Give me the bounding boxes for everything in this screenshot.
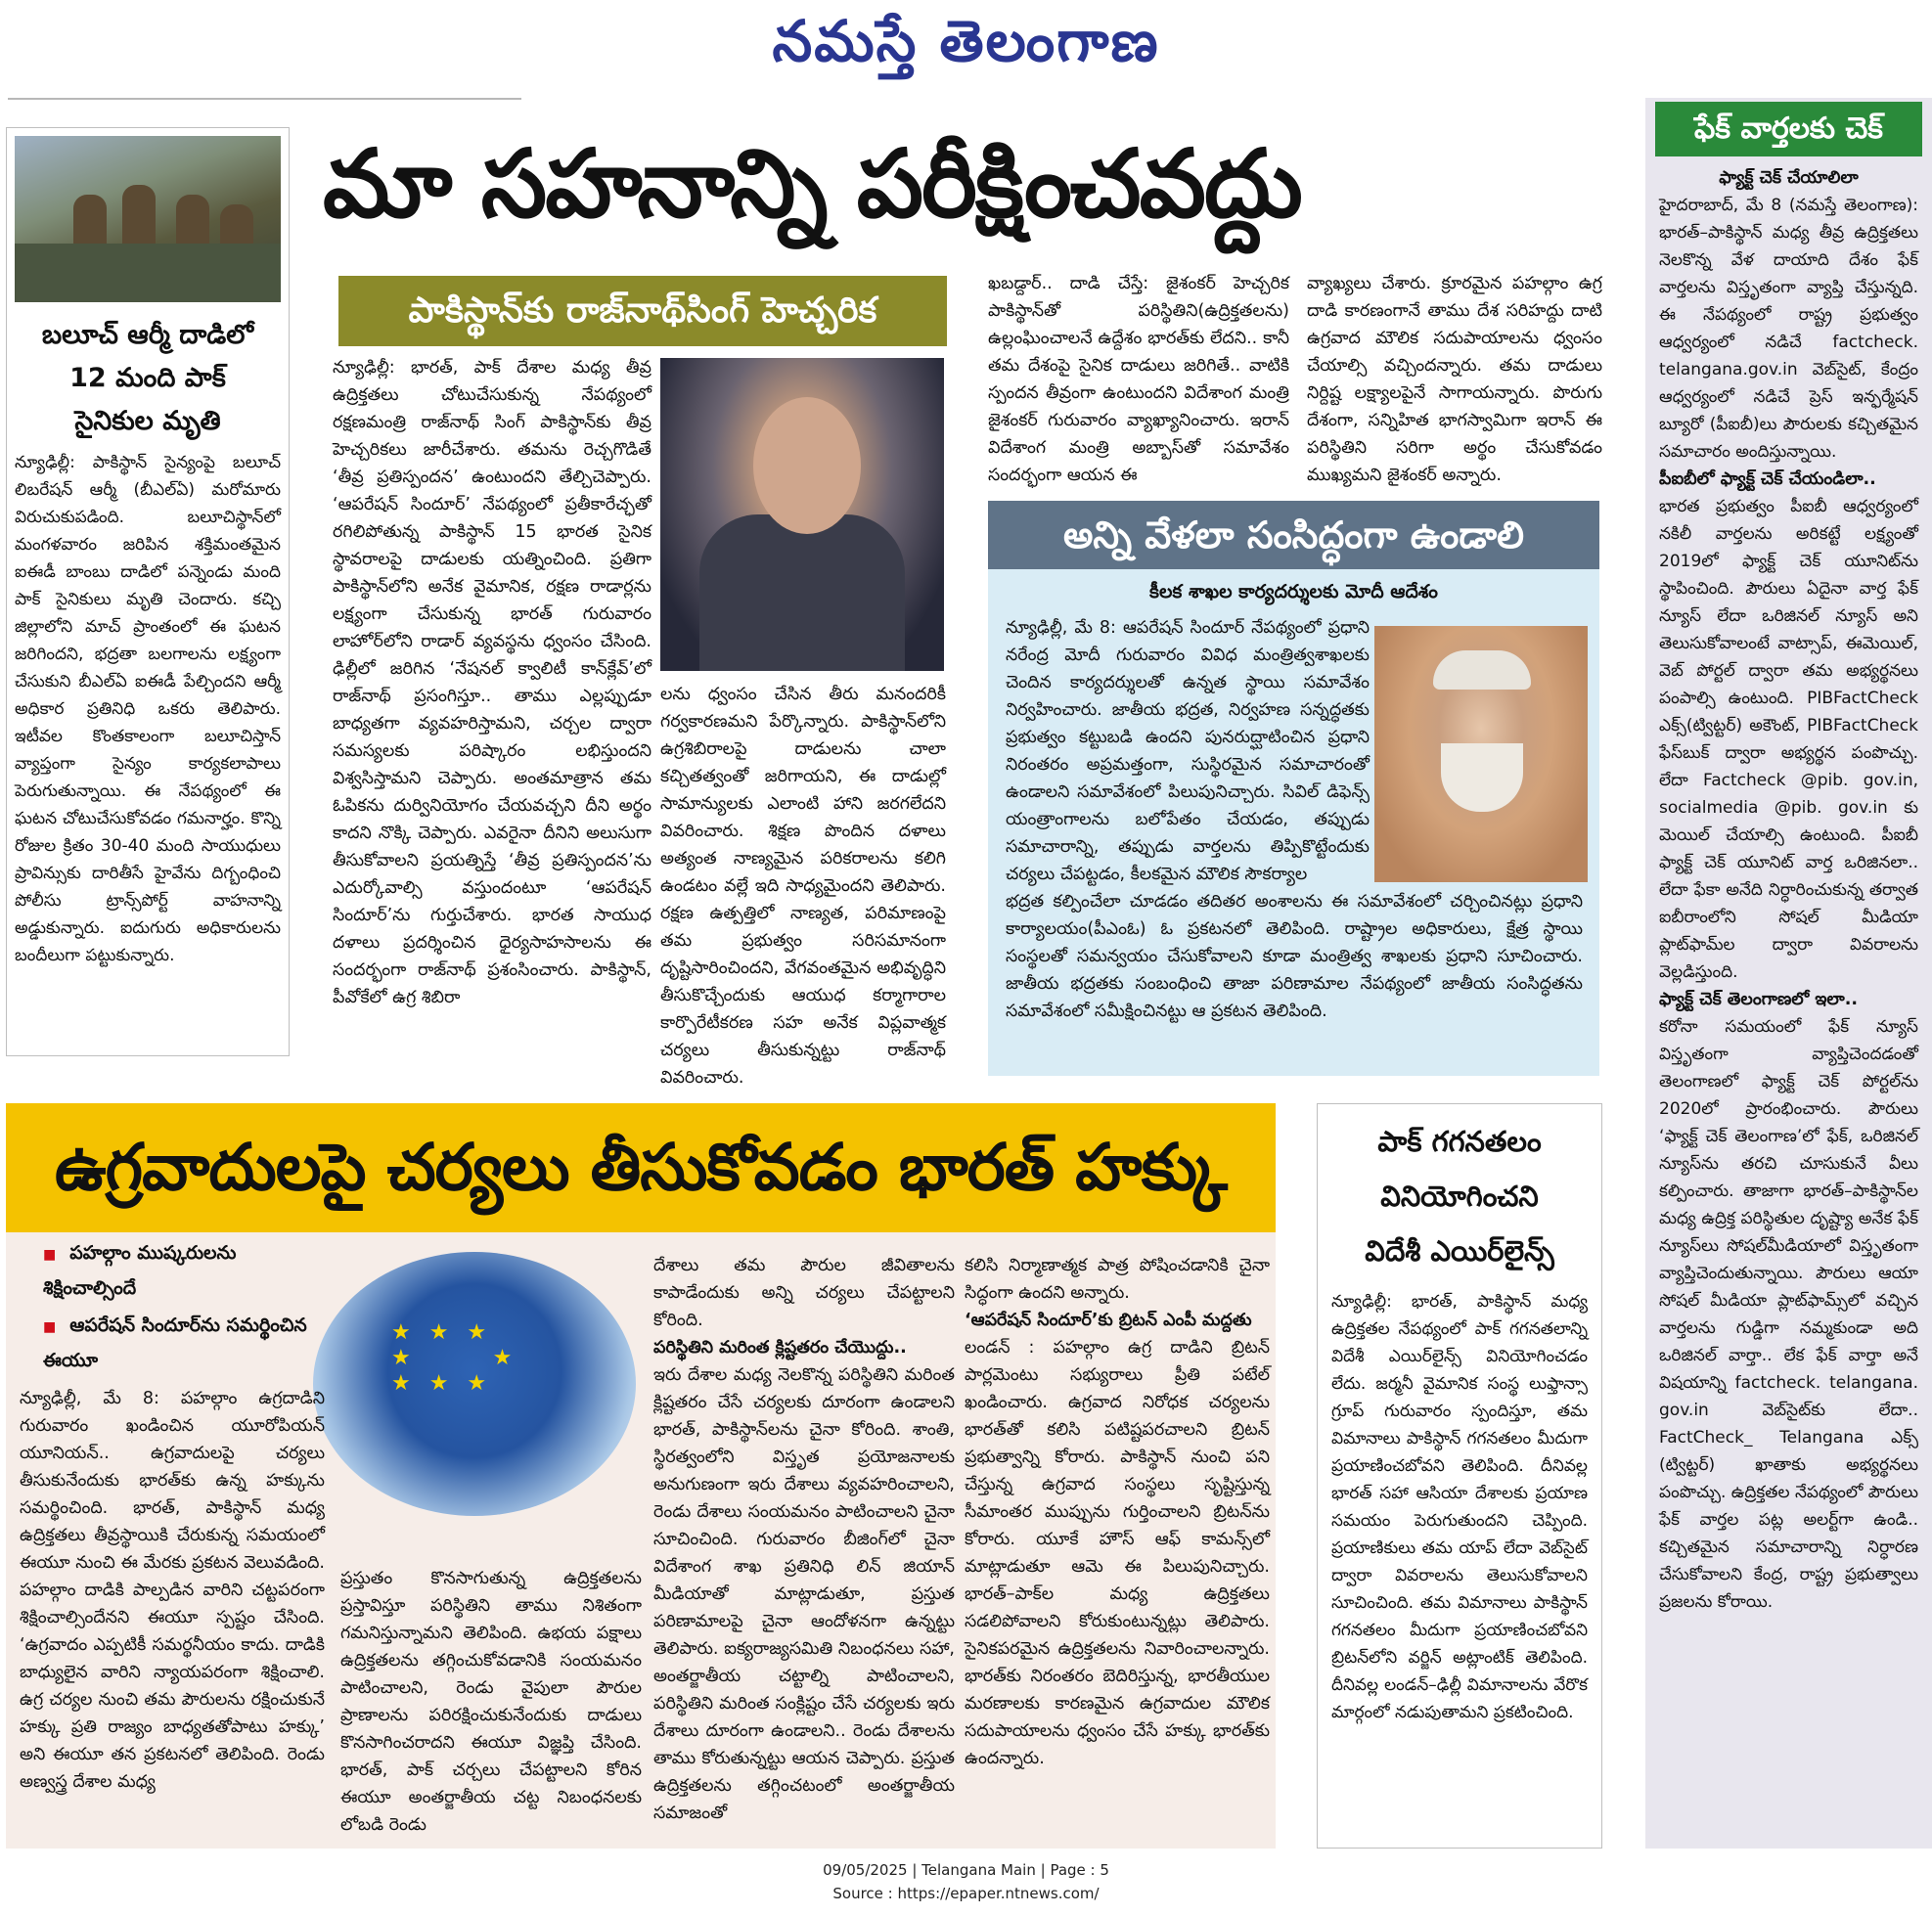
modi-body-top: న్యూఢిల్లీ, మే 8: ఆపరేషన్ సిందూర్ నేపథ్యంలో ప్రధాని నరేంద్ర మోదీ గురువారం వివిధ మంత్రిత్వశాఖలకు చెందిన కార్యదర్శులతో ఉన్నత స్థాయి సమావేశం నిర్వహించారు. జాతీయ భద్రత, నిర్వహణ సన్నద్ధతకు ప్రభుత్వం కట్టుబడి ఉందని పునరుద్ఘాటించిన ప్రధాని నిరంతరం అప్రమత్తంగా, సుస్థిరమైన సమాచారంతో ఉండాలని సమావేశంలో పిలుపునిచ్చారు. సివిల్ డిఫెన్స్ యంత్రాంగాలను బలోపేతం చేయడం, తప్పుడు సమాచారాన్ని, తప్పుడు వార్తలను తిప్పికొట్టేందుకు చర్యలు చేపట్టడం, కీలకమైన మౌలిక సౌకర్యాల <box>1006 618 1370 884</box>
baloch-story <box>6 127 290 1056</box>
eu-col4-subhead: ‘ఆపరేషన్ సిందూర్’కు బ్రిటన్ ఎంపీ మద్దతు <box>965 1311 1252 1330</box>
eu-col3-body: ఇరు దేశాల మధ్య నెలకొన్న పరిస్థితిని మరింత క్లిష్టతరం చేసే చర్యలకు దూరంగా ఉండాలని భారత్, పాకిస్థాన్‌లను చైనా కోరింది. శాంతి, స్థిరత్వంలోని విస్తృత ప్రయోజనాలకు అనుగుణంగా ఇరు దేశాలు వ్యవహరించాలని, రెండు దేశాలు సంయమనం పాటించాలని చైనా సూచించింది. గురువారం బీజింగ్‌లో చైనా విదేశాంగ శాఖ ప్రతినిధి లిన్ జియాన్ మీడియాతో మాట్లాడుతూ, ప్రస్తుత పరిణామాలపై చైనా ఆందోళనగా ఉన్నట్టు తెలిపారు. ఐక్యరాజ్యసమితి నిబంధనలు సహా, అంతర్జాతీయ చట్టాల్ని పాటించాలని, పరిస్థితిని మరింత సంక్లిష్టం చేసే చర్యలకు ఇరు దేశాలు దూరంగా ఉండాలని.. రెండు దేశాలను తాము కోరుతున్నట్టు ఆయన చెప్పారు. ప్రస్తుత ఉద్రిక్తతలను తగ్గించటంలో అంతర్జాతీయ సమాజంతో <box>653 1365 955 1823</box>
page-footer <box>0 1858 1932 1905</box>
masthead: నమస్తే తెలంగాణ <box>772 8 1160 74</box>
fact-sub1: ఫ్యాక్ట్ చెక్ చేయాలిలా <box>1719 168 1859 188</box>
modi-headline: అన్ని వేళలా సంసిద్ధంగా ఉండాలి <box>988 501 1599 569</box>
eu-body-col2: ప్రస్తుతం కొనసాగుతున్న ఉద్రిక్తతలను ప్రస్తావిస్తూ పరిస్థితిని తాము నిశితంగా గమనిస్తున్నామని తెలిపింది. ఉభయ పక్షాలు ఉద్రిక్తతలను తగ్గించుకోవడానికి సంయమనం పాటించాలని, రెండు వైపులా పౌరుల ప్రాణాలను పరిరక్షించుకునేందుకు దాడులు కొనసాగించరాదని ఈయూ విజ్ఞప్తి చేసింది. భారత్, పాక్ చర్చలు చేపట్టాలని కోరిన ఈయూ అంతర్జాతీయ చట్ట నిబంధనలకు లోబడి రెండు <box>340 1569 642 1835</box>
modi-photo <box>1374 626 1588 882</box>
airlines-story <box>1317 1103 1602 1849</box>
fact-sub3: ఫ్యాక్ట్ చెక్ తెలంగాణలో ఇలా.. <box>1659 990 1859 1009</box>
fact-check-title: ఫేక్ వార్తలకు చెక్ <box>1655 102 1922 156</box>
bullet-item: ■ పహల్గాం ముష్కరులను శిక్షించాల్సిందే <box>43 1242 237 1299</box>
airlines-body: న్యూఢిల్లీ: భారత్, పాకిస్థాన్ మధ్య ఉద్రిక్తతల నేపథ్యంలో పాక్ గగనతలాన్ని విదేశీ ఎయిర్‌లైన్స్ వినియోగించడం లేదు. జర్మనీ వైమానిక సంస్థ లుఫ్తాన్సా గ్రూప్ గురువారం స్పందిస్తూ, తమ విమానాలు పాకిస్థాన్ గగనతలం మీదుగా ప్రయాణించబోవని తెలిపింది. దీనివల్ల భారత్ సహా ఆసియా దేశాలకు ప్రయాణ సమయం పెరుగుతుందని చెప్పింది. ప్రయాణికులు తమ యాప్ లేదా వెబ్‌సైట్ ద్వారా వివరాలను తెలుసుకోవాలని సూచించింది. తమ విమానాలు పాకిస్థాన్ గగనతలం మీదుగా ప్రయాణించబోవని బ్రిటన్‌లోని వర్జిన్ అట్లాంటిక్ తెలిపింది. దీనివల్ల లండన్–ఢిల్లీ విమానాలను వేరొక మార్గంలో నడుపుతామని ప్రకటించింది. <box>1331 1292 1588 1722</box>
masthead-rule <box>8 98 521 100</box>
fact-p2: భారత ప్రభుత్వం పీఐబీ ఆధ్వర్యంలో నకిలీ వార్తలను అరికట్టే లక్ష్యంతో 2019లో ఫ్యాక్ట్ చెక్ యూనిట్‌ను స్థాపించింది. పౌరులు ఏదైనా వార్త ఫేక్ న్యూస్ లేదా ఒరిజినల్ న్యూస్ అని తెలుసుకోవాలంటే వాట్సాప్, ఈమెయిల్, వెబ్ పోర్టల్ ద్వారా తమ అభ్యర్థనలు పంపాల్సి ఉంటుంది. PIBFactCheck ఎక్స్(ట్విట్టర్) అకౌంట్, PIBFactCheck ఫేస్‌బుక్ ద్వారా అభ్యర్థన పంపొచ్చు. లేదా Factcheck @pib. gov.in, socialmedia @pib. gov.in కు మెయిల్ చేయాల్సి ఉంటుంది. పీఐబీ ఫ్యాక్ట్ చెక్ యూనిట్ వార్త ఒరిజినలా.. లేదా ఫేకా అనేది నిర్ధారించుకున్న తర్వాత ఐబీరాంలోని సోషల్ మీడియా ప్లాట్‌ఫామ్‌ల ద్వారా వివరాలను వెల్లడిస్తుంది. <box>1659 497 1918 982</box>
eu-headline: ఉగ్రవాదులపై చర్యలు తీసుకోవడం భారత్ హక్కు <box>6 1103 1276 1232</box>
eu-col3 <box>653 1252 955 1827</box>
modi-subhead: కీలక శాఖల కార్యదర్శులకు మోదీ ఆదేశం <box>1149 581 1438 602</box>
main-body-col3: ఖబడ్దార్.. దాడి చేస్తే: జైశంకర్ హెచ్చరిక పాకిస్థాన్‌తో పరిస్థితిని(ఉద్రిక్తతలను) ఉల్లంఘించాలనే ఉద్దేశం భారత్‌కు లేదని.. కానీ తమ దేశంపై సైనిక దాడులు జరిగితే.. వాటికి స్పందన తీవ్రంగా ఉంటుందని విదేశాంగ మంత్రి జైశంకర్ గురువారం వ్యాఖ్యానించారు. ఇరాన్ విదేశాంగ మంత్రి అబ్బాస్‌తో సమావేశం సందర్భంగా ఆయన ఈ <box>988 274 1289 485</box>
eu-col4-top: కలిసి నిర్మాణాత్మక పాత్ర పోషించడానికి చైనా సిద్ధంగా ఉందని అన్నారు. <box>965 1256 1270 1303</box>
main-subhead: పాకిస్థాన్‌కు రాజ్‌నాథ్‌సింగ్ హెచ్చరిక <box>338 276 947 346</box>
edition-info: 09/05/2025 | Telangana Main | Page : 5 <box>823 1861 1109 1879</box>
eu-col3-top: దేశాలు తమ పౌరుల జీవితాలను కాపాడేందుకు అన్ని చర్యలు చేపట్టాలని కోరింది. <box>653 1256 955 1330</box>
eu-body-col1: న్యూఢిల్లీ, మే 8: పహల్గాం ఉగ్రదాడిని గురువారం ఖండించిన యూరోపియన్ యూనియన్.. ఉగ్రవాదులపై చర్యలు తీసుకునేందుకు భారత్‌కు ఉన్న హక్కును సమర్థించింది. భారత్, పాకిస్థాన్ మధ్య ఉద్రిక్తతలు తీవ్రస్థాయికి చేరుకున్న సమయంలో ఈయూ నుంచి ఈ మేరకు ప్రకటన వెలువడింది. పహల్గాం దాడికి పాల్పడిన వారిని చట్టపరంగా శిక్షించాల్సిందేనని ఈయూ స్పష్టం చేసింది. ‘ఉగ్రవాదం ఎప్పటికీ సమర్థనీయం కాదు. దాడికి బాధ్యులైన వారిని న్యాయపరంగా శిక్షించాలి. ఉగ్ర చర్యల నుంచి తమ పౌరులను రక్షించుకునే హక్కు ప్రతి రాజ్యం బాధ్యతతోపాటు హక్కు’ అని ఈయూ తన ప్రకటనలో తెలిపింది. రెండు అణ్వస్త్ర దేశాల మధ్య <box>20 1389 325 1792</box>
modi-body-bottom: భద్రత కల్పించేలా చూడడం తదితర అంశాలను ఈ సమావేశంలో చర్చించినట్లు ప్రధాని కార్యాలయం(పీఎంఓ) ఓ ప్రకటనలో తెలిపింది. రాష్ట్రాల అధికారులు, క్షేత్ర స్థాయి సంస్థలతో సమన్వయం చేసుకోవాలని కూడా మంత్రిత్వ శాఖలకు ప్రధాని సూచించారు. జాతీయ భద్రతకు సంబంధించి తాజా పరిణామాల నేపథ్యంలో జాతీయ సంసిద్ధతను సమావేశంలో సమీక్షించినట్టు ఆ ప్రకటన తెలిపింది. <box>1006 892 1583 1021</box>
main-headline: మా సహనాన్ని పరీక్షించవద్దు <box>323 129 1301 239</box>
eu-bullets <box>43 1236 307 1377</box>
rajnath-photo <box>660 358 944 671</box>
main-body-col2: లను ధ్వంసం చేసిన తీరు మనందరికీ గర్వకారణమని పేర్కొన్నారు. పాకిస్థాన్‌లోని ఉగ్రశిబిరాలపై దాడులను చాలా కచ్చితత్వంతో జరిగాయని, ఈ దాడుల్లో సామాన్యులకు ఎలాంటి హాని జరగలేదని వివరించారు. శిక్షణ పొందిన దళాలు అత్యంత నాణ్యమైన పరికరాలను కలిగి ఉండటం వల్లే ఇది సాధ్యమైందని తెలిపారు. రక్షణ ఉత్పత్తిలో నాణ్యత, పరిమాణంపై తమ ప్రభుత్వం సరిసమానంగా దృష్టిసారించిందని, వేగవంతమైన అభివృద్ధిని తీసుకొచ్చేందుకు ఆయుధ కర్మాగారాల కార్పొరేటీకరణ సహ అనేక విప్లవాత్మక చర్యలు తీసుకున్నట్టు రాజ్‌నాథ్ వివరించారు. <box>660 685 946 1088</box>
baloch-body: న్యూఢిల్లీ: పాకిస్థాన్ సైన్యంపై బలూచ్ లిబరేషన్ ఆర్మీ (బీఎల్ఏ) మరోమారు విరుచుకుపడింది. బలూచిస్థాన్‌లో మంగళవారం జరిపిన శక్తిమంతమైన ఐఈడీ బాంబు దాడిలో పన్నెండు మంది పాక్ సైనికులు మృతి చెందారు. కచ్చి జిల్లాలోని మాచ్ ప్రాంతంలో ఈ ఘటన జరిగిందని, భద్రతా బలగాలను లక్ష్యంగా చేసుకుని బీఎల్‌ఏ ఐఈడీ పేల్చిందని ఆర్మీ అధికార ప్రతినిధి ఒకరు తెలిపారు. ఇటీవల కొంతకాలంగా బలూచిస్తాన్ వ్యాప్తంగా సైన్యం కార్యకలాపాలు పెరుగుతున్నాయి. ఈ నేపథ్యంలో ఈ ఘటన చోటుచేసుకోవడం గమనార్హం. కొన్ని రోజుల క్రితం 30-40 మంది సాయుధులు ప్రావిన్సుకు దారితీసే హైవేను దిగ్బంధించి పోలీసు ట్రాన్స్‌పోర్ట్ వాహనాన్ని అడ్డుకున్నారు. ఐదుగురు అధికారులను బందీలుగా పట్టుకున్నారు. <box>15 453 281 965</box>
source-link[interactable]: Source : https://epaper.ntnews.com/ <box>832 1885 1100 1902</box>
soldiers-photo <box>15 136 281 302</box>
fact-p3: కరోనా సమయంలో ఫేక్ న్యూస్ విస్తృతంగా వ్యాప్తిచెందడంతో తెలంగాణలో ఫ్యాక్ట్ చెక్ పోర్టల్‌ను 2020లో ప్రారంభించారు. పౌరులు ‘ఫ్యాక్ట్ చెక్ తెలంగాణ’లో ఫేక్, ఒరిజినల్ న్యూస్‌ను తరచి చూసుకునే వీలు కల్పించారు. తాజాగా భారత్–పాకిస్థాన్‌ల మధ్య ఉద్రిక్త పరిస్థితుల దృష్ట్యా అనేక ఫేక్ న్యూస్‌లు సోషల్‌మీడియాలో విస్తృతంగా వ్యాప్తిచెందుతున్నాయి. పౌరులు ఆయా సోషల్ మీడియా ప్లాట్‌ఫామ్స్‌లో వచ్చిన వార్తలను గుడ్డిగా నమ్మకుండా అది ఒరిజినల్ వార్తా.. లేక ఫేక్ వార్తా అనే విషయాన్ని factcheck. telangana. gov.in వెబ్‌సైట్‌కు లేదా.. FactCheck_ Telangana ఎక్స్ (ట్విట్టర్) ఖాతాకు అభ్యర్థనలు పంపొచ్చు. ఉద్రిక్తతల నేపథ్యంలో పౌరులు ఫేక్ వార్తల పట్ల అలర్ట్‌గా ఉండి.. కచ్చితమైన సమాచారాన్ని నిర్ధారణ చేసుకోవాలని కేంద్ర, రాష్ట్ర ప్రభుత్వాలు ప్రజలను కోరాయి. <box>1659 1017 1918 1612</box>
eu-col4-body: లండన్ : పహల్గాం ఉగ్ర దాడిని బ్రిటన్ పార్లమెంటు సభ్యురాలు ప్రీతి పటేల్ ఖండించారు. ఉగ్రవాద నిరోధక చర్యలను భారత్‌తో కలిసి పటిష్టపరచాలని బ్రిటన్ ప్రభుత్వాన్ని కోరారు. పాకిస్థాన్ నుంచి పని చేస్తున్న ఉగ్రవాద సంస్థలు సృష్టిస్తున్న సీమాంతర ముప్పును గుర్తించాలని బ్రిటన్‌ను కోరారు. యూకే హౌస్ ఆఫ్ కామన్స్‌లో మాట్లాడుతూ ఆమె ఈ పిలుపునిచ్చారు. భారత్–పాక్‌ల మధ్య ఉద్రిక్తతలు సడలిపోవాలని కోరుకుంటున్నట్లు తెలిపారు. సైనికపరమైన ఉద్రిక్తతలను నివారించాలన్నారు. భారత్‌కు నిరంతరం బెదిరిస్తున్న, భారతీయుల మరణాలకు కారణమైన ఉగ్రవాదుల మౌలిక సదుపాయాలను ధ్వంసం చేసే హక్కు భారత్‌కు ఉందన్నారు. <box>965 1338 1270 1768</box>
fact-p1: హైదరాబాద్, మే 8 (నమస్తే తెలంగాణ): భారత్–పాకిస్థాన్ మధ్య తీవ్ర ఉద్రిక్తతలు నెలకొన్న వేళ దాయాది దేశం ఫేక్ వార్తలను విస్తృతంగా వ్యాప్తి చేస్తున్నది. ఈ నేపథ్యంలో రాష్ట్ర ప్రభుత్వం ఆధ్వర్యంలో నడిచే factcheck. telangana.gov.in వెబ్‌సైట్, కేంద్రం ఆధ్వర్యంలో నడిచే ప్రెస్ ఇన్ఫర్మేషన్ బ్యూరో (పీఐబీ)లు పౌరులకు కచ్చితమైన సమాచారం అందిస్తున్నాయి. <box>1659 196 1918 462</box>
fact-check-column <box>1645 98 1932 1849</box>
airlines-headline: పాక్ గగనతలం వినియోగించని విదేశీ ఎయిర్‌లైన్స్ <box>1365 1125 1554 1268</box>
eu-col3-subhead: పరిస్థితిని మరింత క్లిష్టతరం చేయొద్దు.. <box>653 1338 907 1358</box>
main-body-col4: వ్యాఖ్యలు చేశారు. క్రూరమైన పహల్గాం ఉగ్ర దాడి కారణంగానే తాము దేశ సరిహద్దు దాటి ఉగ్రవాద మౌలిక సదుపాయాలను ధ్వంసం చేయాల్సి వచ్చిందన్నారు. తమ దాడులు నిర్దిష్ట లక్ష్యాలపైనే సాగాయన్నారు. పొరుగు దేశంగా, సన్నిహిత భాగస్వామిగా ఇరాన్ ఈ పరిస్థితిని సరిగా అర్థం చేసుకోవడం ముఖ్యమని జైశంకర్ అన్నారు. <box>1307 274 1602 485</box>
fact-sub2: పీఐబీలో ఫ్యాక్ట్ చెక్ చేయండిలా.. <box>1659 469 1876 489</box>
eu-col4 <box>965 1252 1270 1772</box>
baloch-headline: బలూచ్ ఆర్మీ దాడిలో 12 మంది పాక్ సైనికుల మృతి <box>41 320 254 436</box>
eu-flags-photo: ★ ★ ★ ★ ★ ★ ★ ★ <box>313 1252 636 1516</box>
main-body-col1: న్యూఢిల్లీ: భారత్, పాక్ దేశాల మధ్య తీవ్ర ఉద్రిక్తతలు చోటుచేసుకున్న నేపథ్యంలో రక్షణమంత్రి రాజ్‌నాథ్ సింగ్ పాకిస్థాన్‌కు తీవ్ర హెచ్చరికలు జారీచేశారు. తమను రెచ్చగొడితే ‘తీవ్ర ప్రతిస్పందన’ ఉంటుందని తేల్చిచెప్పారు. ‘ఆపరేషన్ సిందూర్’ నేపథ్యంలో ప్రతీకారేచ్ఛతో రగిలిపోతున్న పాకిస్థాన్ 15 భారత సైనిక స్థావరాలపై దాడులకు యత్నించింది. ప్రతిగా పాకిస్థాన్‌లోని అనేక వైమానిక, రక్షణ రాడార్లను లక్ష్యంగా చేసుకున్న భారత్ గురువారం లాహోర్‌లోని రాడార్ వ్యవస్థను ధ్వంసం చేసింది. ఢిల్లీలో జరిగిన ‘నేషనల్ క్వాలిటీ కాన్‌క్లేవ్’లో రాజ్‌నాథ్ ప్రసంగిస్తూ.. తాము ఎల్లప్పుడూ బాధ్యతగా వ్యవహరిస్తామని, చర్చల ద్వారా సమస్యలకు పరిష్కారం లభిస్తుందని విశ్వసిస్తామని చెప్పారు. అంతమాత్రాన తమ ఓపికను దుర్వినియోగం చేయవచ్చని దీని అర్థం కాదని నొక్కి చెప్పారు. ఎవరైనా దీనిని అలుసుగా తీసుకోవాలని ప్రయత్నిస్తే ‘తీవ్ర ప్రతిస్పందన’ను ఎదుర్కోవాల్సి వస్తుందంటూ ‘ఆపరేషన్ సిందూర్’ను గుర్తుచేశారు. భారత సాయుధ దళాలు ప్రదర్శించిన ధైర్యసాహసాలను ఈ సందర్భంగా రాజ్‌నాథ్ ప్రశంసించారు. పాకిస్థాన్, పీవోకేలో ఉగ్ర శిబిరా <box>333 358 651 1007</box>
bullet-item: ■ ఆపరేషన్ సిందూర్‌ను సమర్థించిన ఈయూ <box>43 1314 307 1371</box>
